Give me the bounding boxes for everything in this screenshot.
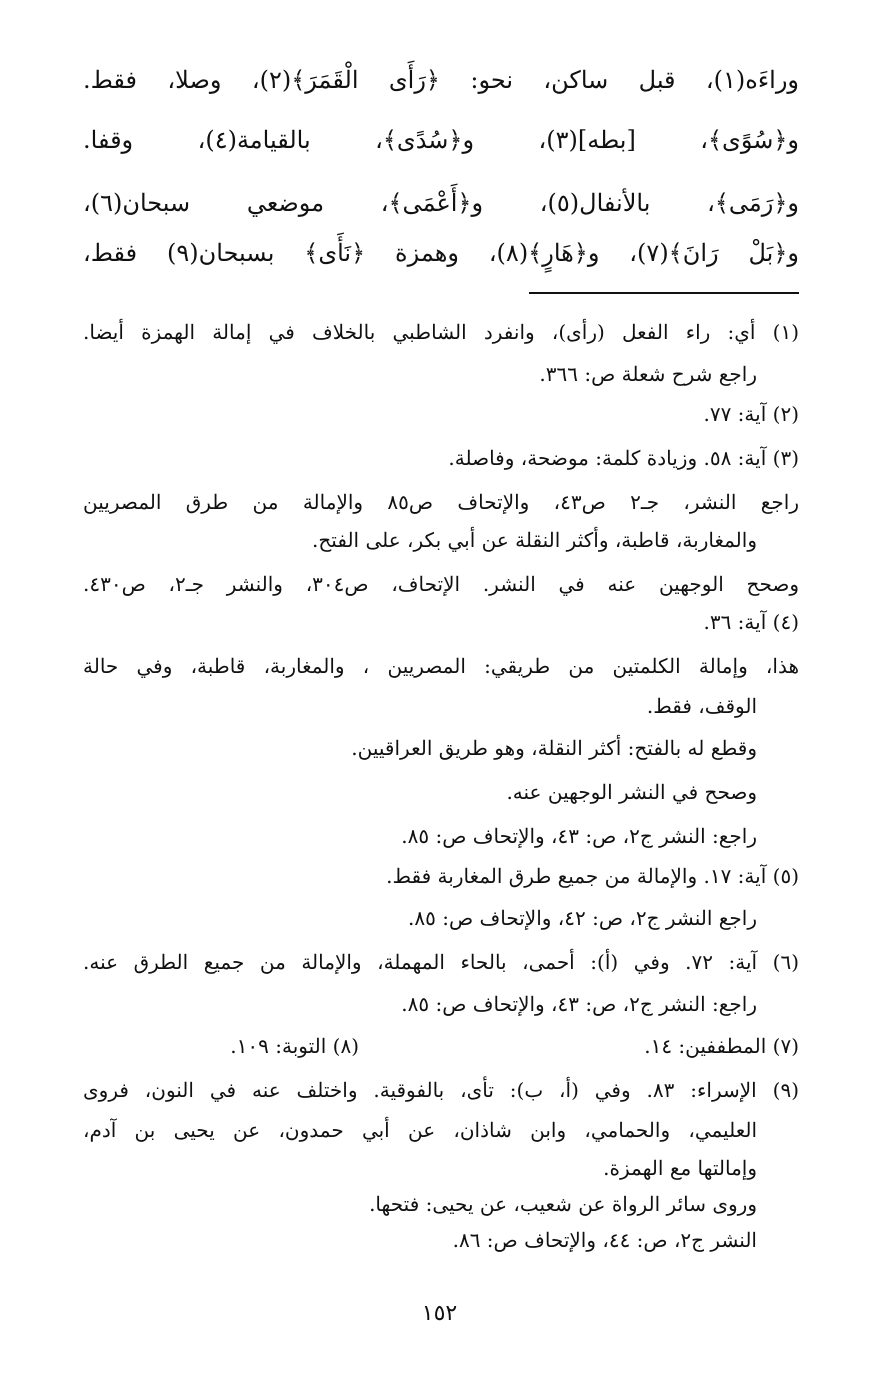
footnote-9-line-2: العليمي، والحمامي، وابن شاذان، عن أبي حمدون، عن يحيى بن آدم، (83, 1118, 757, 1142)
footnote-4-line-6: راجع: النشر ج٢، ص: ٤٣، والإتحاف ص: ٨٥. (401, 824, 757, 848)
main-text-line-1: وراءَه(١)، قبل ساكن، نحو: ﴿رَأَى الْقَمَرَ﴾(٢)، وصلا، فقط. (83, 66, 799, 94)
main-text-line-2: و﴿سُوًى﴾، [بطه](٣)، و﴿سُدًى﴾، بالقيامة(٤)، وقفا. (83, 126, 799, 154)
footnote-9-line-4: وروى سائر الرواة عن شعيب، عن يحيى: فتحها. (369, 1192, 757, 1216)
footnote-3-line-3: والمغاربة، قاطبة، وأكثر النقلة عن أبي بكر، على الفتح. (312, 528, 757, 552)
page-number: ١٥٢ (421, 1301, 458, 1326)
footnote-7: (٧) المطففين: ١٤. (644, 1034, 799, 1058)
footnote-separator (529, 292, 799, 294)
footnote-3-line-4: وصحح الوجهين عنه في النشر. الإتحاف، ص٣٠٤، والنشر جـ٢، ص٤٣٠. (83, 572, 799, 596)
footnote-6-line-1: (٦) آية: ٧٢. وفي (أ): أحمى، بالحاء المهملة، والإمالة من جميع الطرق عنه. (83, 950, 799, 974)
main-text-line-3: و﴿رَمَى﴾، بالأنفال(٥)، و﴿أَعْمَى﴾، موضعي سبحان(٦)، (83, 189, 799, 217)
footnote-2: (٢) آية: ٧٧. (703, 402, 799, 426)
footnote-9-line-3: وإمالتها مع الهمزة. (603, 1156, 757, 1180)
footnote-4-line-3: الوقف، فقط. (646, 694, 757, 718)
footnote-4-line-1: (٤) آية: ٣٦. (703, 610, 799, 634)
footnote-4-line-2: هذا، وإمالة الكلمتين من طريقي: المصريين ، والمغاربة، قاطبة، وفي حالة (83, 654, 799, 678)
footnote-3-line-2: راجع النشر، جـ٢ ص٤٣، والإتحاف ص٨٥ والإمالة من طرق المصريين (83, 490, 800, 514)
footnote-4-line-5: وصحح في النشر الوجهين عنه. (506, 780, 757, 804)
main-text-line-4: و﴿بَلْ رَانَ﴾(٧)، و﴿هَارٍ﴾(٨)، وهمزة ﴿نَأَى﴾ بسبحان(٩) فقط، (83, 239, 799, 267)
footnote-3-line-1: (٣) آية: ٥٨. وزيادة كلمة: موضحة، وفاصلة. (448, 446, 799, 470)
footnote-6-line-2: راجع: النشر ج٢، ص: ٤٣، والإتحاف ص: ٨٥. (401, 992, 757, 1016)
footnote-4-line-4: وقطع له بالفتح: أكثر النقلة، وهو طريق العراقيين. (351, 736, 757, 760)
footnote-9-line-5: النشر ج٢، ص: ٤٤، والإتحاف ص: ٨٦. (452, 1228, 757, 1252)
footnote-5-line-2: راجع النشر ج٢، ص: ٤٢، والإتحاف ص: ٨٥. (408, 906, 757, 930)
footnote-8: (٨) التوبة: ١٠٩. (230, 1034, 359, 1058)
footnote-1-line-1: (١) أي: راء الفعل (رأى)، وانفرد الشاطبي بالخلاف في إمالة الهمزة أيضا. (83, 320, 799, 344)
footnote-1-line-2: راجع شرح شعلة ص: ٣٦٦. (539, 362, 757, 386)
footnote-5-line-1: (٥) آية: ١٧. والإمالة من جميع طرق المغاربة فقط. (386, 864, 799, 888)
footnote-9-line-1: (٩) الإسراء: ٨٣. وفي (أ، ب): تأى، بالفوقية. واختلف عنه في النون، فروى (83, 1078, 799, 1102)
